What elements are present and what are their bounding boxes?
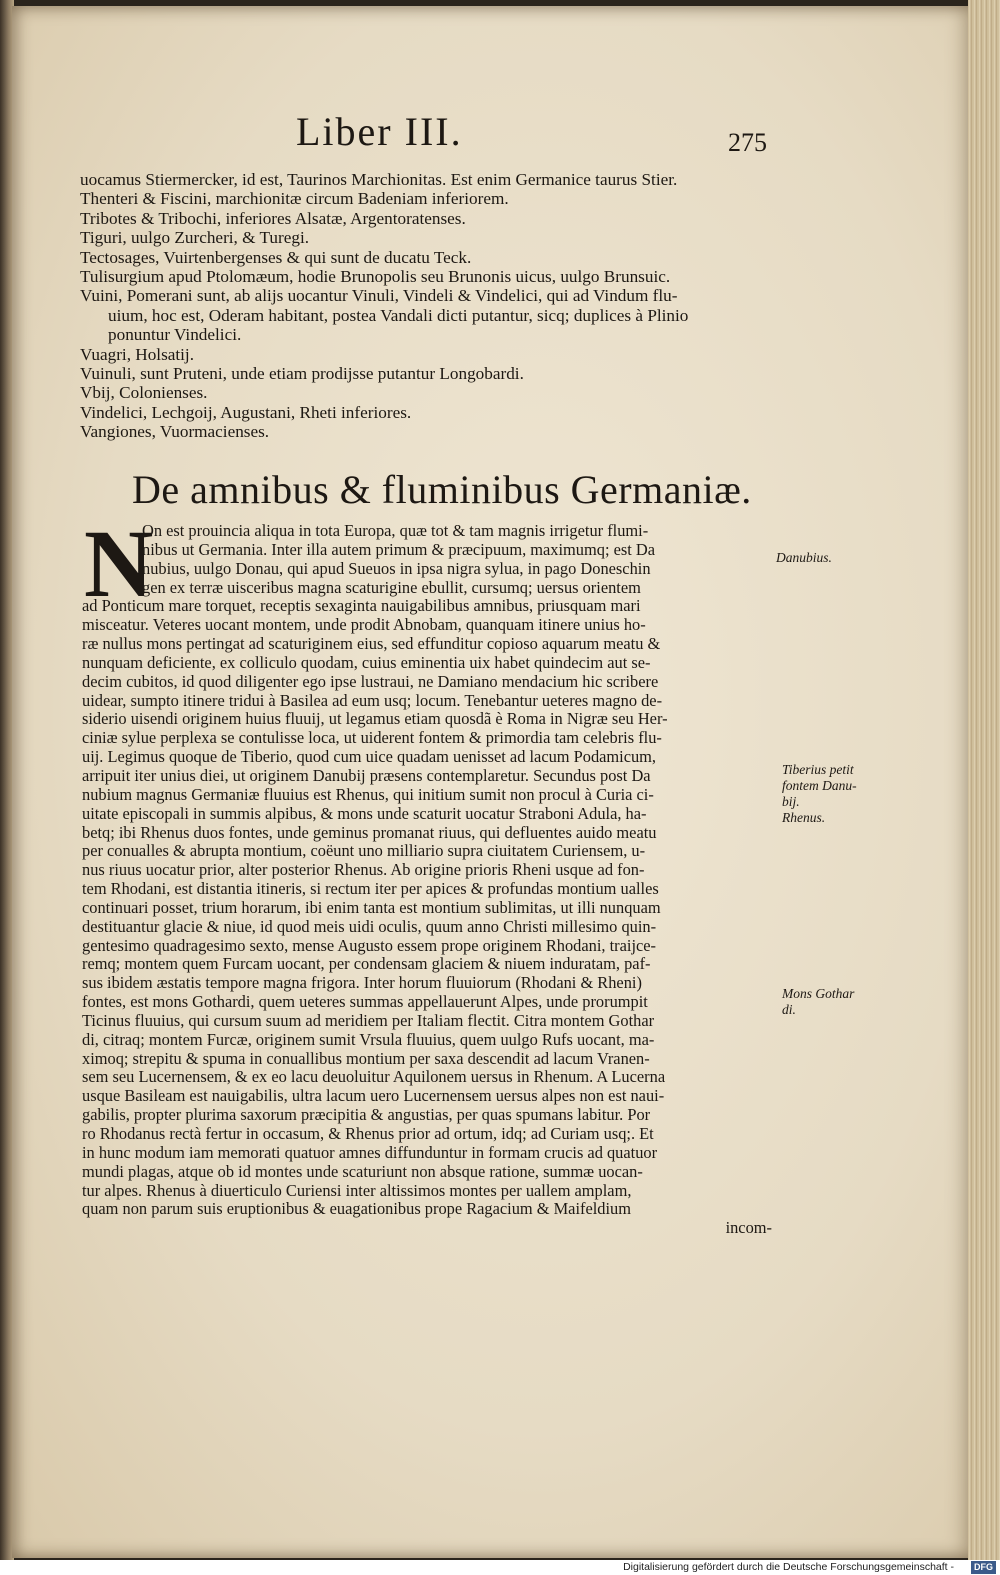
list-line: uocamus Stiermercker, id est, Taurinos Marchionitas. Est enim Germanice taurus Stier. <box>80 170 678 189</box>
margin-note-line: fontem Danu- <box>782 778 857 793</box>
body-line: nus riuus uocatur prior, alter posterior Rhenus. Ab origine prioris Rheni usque ad fon- <box>82 861 645 880</box>
catchword: incom- <box>725 1219 772 1238</box>
body-line: per conualles & abrupta montium, coëunt uno milliario supra ciuitatem Curiensem, u- <box>82 842 646 861</box>
margin-note-line: Rhenus. <box>782 810 826 825</box>
list-line: Vindelici, Lechgoij, Augustani, Rheti inferiores. <box>80 402 412 422</box>
body-line: misceatur. Veteres uocant montem, unde prodit Abnobam, quanquam itinere unius ho- <box>82 616 646 635</box>
body-line: ximoq; strepitu & spuma in conuallibus montium per saxa descendit ad lacum Vranen- <box>82 1049 650 1068</box>
body-line: uij. Legimus quoque de Tiberio, quod cum uice quadam uenisset ad lacum Podamicum, <box>82 748 657 767</box>
body-line: tur alpes. Rhenus à diuerticulo Curiensi inter altissimos montes per uallem amplam, <box>82 1181 632 1200</box>
margin-note-line: Tiberius petit <box>782 762 854 777</box>
body-line: sus ibidem æstatis tempore magna frigora. Inter horum fluuiorum (Rhodani & Rheni) <box>82 974 642 993</box>
drop-cap: N <box>84 510 154 617</box>
body-line: On est prouincia aliqua in tota Europa, quæ tot & tam magnis irrigetur flumi- <box>142 522 649 540</box>
list-line: Tulisurgium apud Ptolomæum, hodie Brunopolis seu Brunonis uicus, uulgo Brunsuic. <box>80 267 671 287</box>
body-line: nubium magnus Germaniæ fluuius est Rhenus, qui initium sumit non procul à Curia ci- <box>82 785 654 804</box>
list-line: Thenteri & Fiscini, marchionitæ circum Badeniam inferiorem. <box>80 189 509 209</box>
margin-note-line: Mons Gothar <box>782 986 855 1001</box>
page-stack-edge <box>968 0 1000 1560</box>
list-line: uium, hoc est, Oderam habitant, postea Vandali dicti putantur, sicq; duplices à Plinio <box>108 305 689 325</box>
body-line: decim cubitos, id quod diligenter ego ipse lustraui, ne Damiano mendacium hic scribere <box>82 672 659 691</box>
body-line: gentesimo quadragesimo sexto, mense Augusto essem prope originem Rhodani, traijce- <box>82 936 656 955</box>
body-line: ciniæ sylue perplexa se contulisse loca, ut uiderent fontem & primordia tam celebris flu- <box>82 729 662 748</box>
list-line: Vuinuli, sunt Pruteni, unde etiam prodijsse putantur Longobardi. <box>80 364 524 384</box>
body-line: nibus ut Germania. Inter illa autem primum & præcipuum, maximumq; est Da <box>142 540 656 559</box>
page-number: 275 <box>728 128 767 157</box>
body-line: gabilis, propter plurima saxorum præcipitia & angustias, per quas spumans labitur. Por <box>82 1106 651 1125</box>
body-line: usque Basileam est nauigabilis, ultra lacum uero Lucernensem uersus alpes non est naui- <box>82 1087 665 1106</box>
body-line: nunquam deficiente, ex colliculo quodam, cuius eminentia uix habet quindecim aut se- <box>82 653 651 672</box>
body-line: nubius, uulgo Donau, qui apud Sueuos in ipsa nigra sylua, in pago Doneschin <box>142 559 651 578</box>
list-line: Tribotes & Tribochi, inferiores Alsatæ, Argentoratenses. <box>80 208 466 228</box>
body-line: continuari posset, trium horarum, ibi enim tanta est montium sublimitas, ut illi nunquam <box>82 898 661 917</box>
body-line: fontes, est mons Gothardi, quem ueteres summas appellauerunt Alpes, unde prorumpit <box>82 993 648 1012</box>
body-line: in hunc modum iam memorati quatuor amnes diffunduntur in formam crucis ad quatuor <box>82 1143 658 1162</box>
body-line: siderio uisendi originem huius fluuij, ut legamus etiam quosdã è Roma in Nigræ seu Her- <box>82 710 668 729</box>
body-line: remq; montem quem Furcam uocant, per condensam glaciem & niuem induratam, paf- <box>82 955 651 974</box>
margin-note-line: bij. <box>782 794 800 809</box>
body-text <box>82 510 772 1238</box>
body-line: ad Ponticum mare torquet, receptis sexaginta nauigabilibus amnibus, priusquam mari <box>82 597 641 616</box>
body-line: uitate episcopali in summis alpibus, & mons unde scaturit uocatur Straboni Adula, ha- <box>82 804 647 823</box>
dfg-logo: DFG <box>971 1561 996 1574</box>
list-line: Vbij, Colonienses. <box>80 383 208 403</box>
tribe-list <box>80 170 780 442</box>
list-line: Tectosages, Vuirtenbergenses & qui sunt de ducatu Teck. <box>80 247 472 267</box>
body-line: quam non parum suis eruptionibus & euagationibus prope Ragacium & Maifeldium <box>82 1200 631 1219</box>
body-line: ro Rhodanus rectà fertur in occasum, & Rhenus prior ad ortum, idq; ad Curiam usq;. Et <box>82 1125 654 1143</box>
list-line: Vuagri, Holsatij. <box>80 344 195 364</box>
body-line: mundi plagas, atque ob id montes unde scaturiunt non absque ratione, summæ uocan- <box>82 1162 643 1181</box>
running-head: Liber III. <box>296 109 463 154</box>
body-line: destituantur glacie & niue, id quod meis uidi oculis, quum anno Christi millesimo quin- <box>82 917 657 936</box>
body-line: sem seu Lucernensem, & ex eo lacu deuoluitur Aquilonem uersus in Rhenum. A Lucerna <box>82 1068 666 1087</box>
body-line: di, citraq; montem Furcæ, originem sumit Vrsula fluuius, quem uulgo Rufs uocant, ma- <box>82 1030 655 1049</box>
body-line: gen ex terræ uisceribus magna scaturigine ebullit, cursumq; uersus orientem <box>142 578 641 597</box>
margin-note-gothard <box>782 986 854 1018</box>
list-line: Vuini, Pomerani sunt, ab alijs uocantur Vinuli, Vindeli & Vindelici, qui ad Vindum flu- <box>80 286 678 306</box>
footer-bar <box>0 1560 1000 1575</box>
section-title: De amnibus & fluminibus Germaniæ. <box>132 467 752 512</box>
body-line: arripuit iter unius diei, ut originem Danubij præsens contemplaretur. Secundus post Da <box>82 766 651 785</box>
body-line: tem Rhodani, est distantia itineris, si rectum iter per apices & profundas montium ualles <box>82 880 659 899</box>
list-line: Vangiones, Vuormacienses. <box>80 422 270 442</box>
list-line: Tiguri, uulgo Zurcheri, & Turegi. <box>80 228 310 248</box>
body-line: Ticinus fluuius, qui cursum suum ad meridiem per Italiam flectit. Citra montem Gothar <box>82 1011 655 1030</box>
margin-note-danubius: Danubius. <box>776 550 832 565</box>
body-line: betq; ibi Rhenus duos fontes, unde geminus promanat riuus, qui defluentes auido meatu <box>82 823 657 842</box>
footer-credit: Digitalisierung gefördert durch die Deutsche Forschungsgemeinschaft - <box>623 1561 954 1573</box>
list-line: ponuntur Vindelici. <box>108 325 242 345</box>
body-line: ræ nullus mons pertingat ad scaturiginem eius, sed effunditur copioso aquarum meatu & <box>82 635 661 654</box>
margin-note-line: di. <box>782 1002 796 1017</box>
margin-note-tiberius <box>782 762 857 826</box>
body-line: uidear, sumpto itinere tridui à Basilea ad eum usq; locum. Tenebantur ueteres magno de- <box>82 691 663 710</box>
